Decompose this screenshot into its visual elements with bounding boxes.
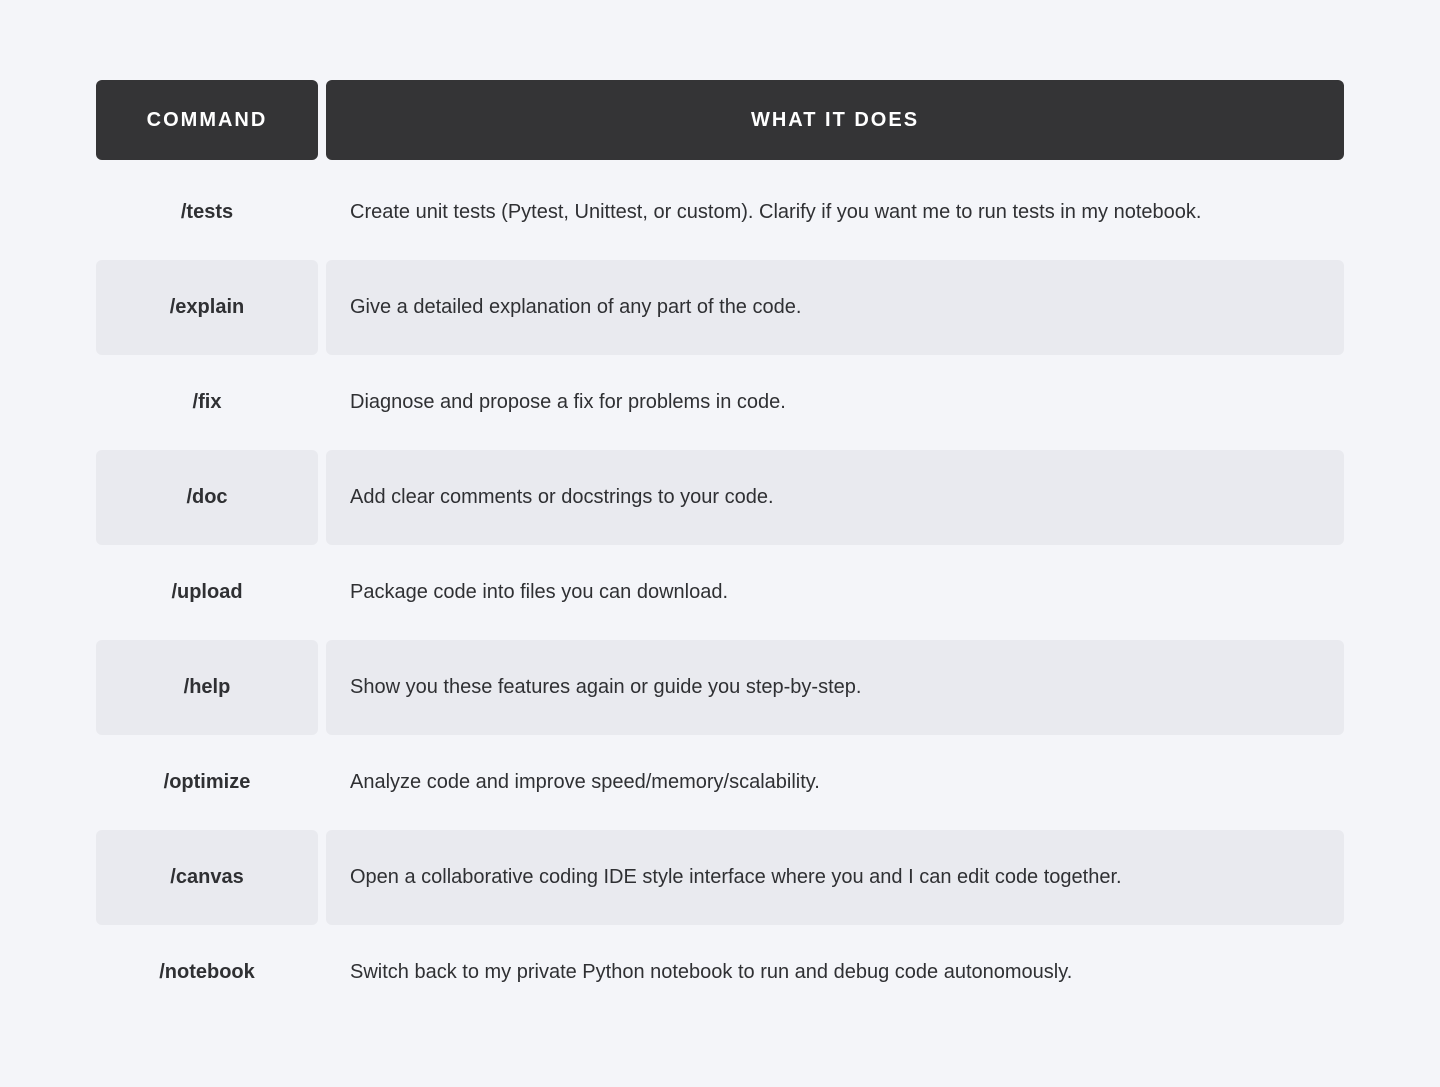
- table-row: [96, 450, 1344, 545]
- table-row: [96, 735, 1344, 830]
- command-cell: /explain: [96, 260, 318, 355]
- table-row: [96, 925, 1344, 1020]
- commands-table: [96, 80, 1344, 1020]
- table-row: [96, 260, 1344, 355]
- table-row: [96, 830, 1344, 925]
- description-cell: Open a collaborative coding IDE style interface where you and I can edit code together.: [326, 830, 1344, 925]
- description-cell: Switch back to my private Python notebook to run and debug code autonomously.: [350, 961, 1073, 983]
- command-cell: /notebook: [159, 961, 255, 983]
- description-cell: Create unit tests (Pytest, Unittest, or custom). Clarify if you want me to run tests in my notebook.: [350, 201, 1202, 223]
- command-cell: /help: [96, 640, 318, 735]
- table-row: [96, 355, 1344, 450]
- command-cell: /upload: [171, 581, 243, 603]
- description-cell: Package code into files you can download.: [350, 581, 729, 603]
- description-cell: Give a detailed explanation of any part of the code.: [326, 260, 1344, 355]
- header-what-it-does: WHAT IT DOES: [326, 80, 1344, 160]
- command-cell: /optimize: [163, 771, 251, 793]
- command-cell: /fix: [192, 391, 222, 413]
- command-cell: /doc: [96, 450, 318, 545]
- description-cell: Analyze code and improve speed/memory/scalability.: [350, 771, 820, 793]
- command-cell: /canvas: [96, 830, 318, 925]
- table-row: [96, 545, 1344, 640]
- table-body: [96, 165, 1344, 1020]
- table-row: [96, 165, 1344, 260]
- description-cell: Show you these features again or guide you step-by-step.: [326, 640, 1344, 735]
- table-row: [96, 640, 1344, 735]
- command-cell: /tests: [180, 201, 234, 223]
- description-cell: Diagnose and propose a fix for problems in code.: [350, 391, 786, 413]
- table-header: [96, 80, 1344, 160]
- description-cell: Add clear comments or docstrings to your code.: [326, 450, 1344, 545]
- header-command: COMMAND: [96, 80, 318, 160]
